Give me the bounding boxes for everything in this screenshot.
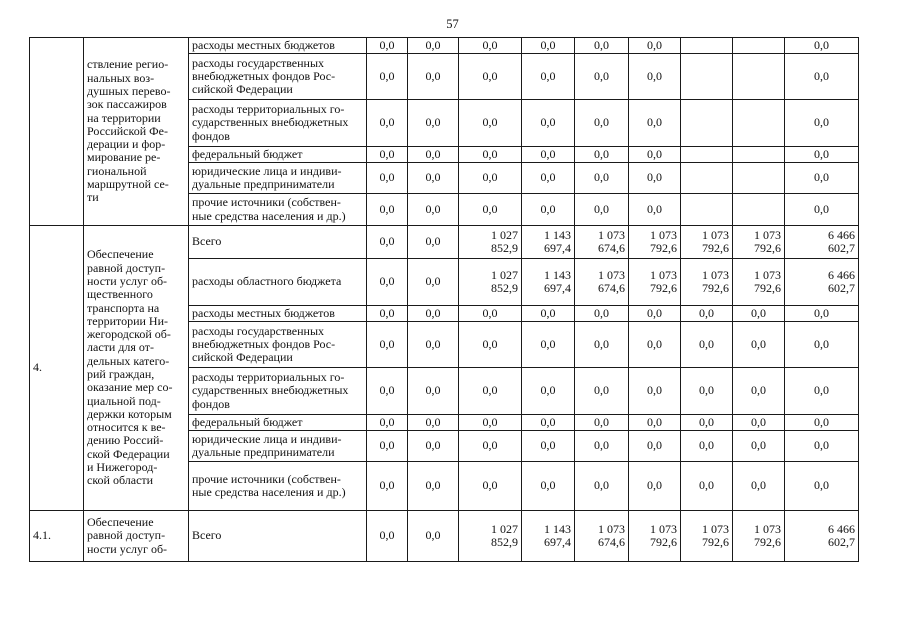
value-line: 1 073 — [754, 521, 781, 536]
funding-source-line: федеральный бюджет — [192, 414, 303, 429]
row-number-cell: 4. — [30, 226, 84, 511]
funding-source-line: фондов — [192, 396, 230, 411]
value-line: 674,6 — [598, 241, 625, 255]
value-cell: 0,0 — [367, 306, 408, 322]
value-cell: 0,0 — [575, 54, 629, 100]
value-line: 1 073 — [702, 521, 729, 536]
funding-source-line: ные средства населения и др.) — [192, 208, 346, 223]
funding-source-line: расходы территориальных го- — [192, 370, 345, 385]
activity-name-line: держки которым — [87, 406, 172, 421]
value-cell: 0,0 — [408, 226, 459, 259]
value-cell — [681, 100, 733, 147]
value-cell: 0,0 — [367, 54, 408, 100]
value-cell — [681, 163, 733, 194]
value-line: 1 073 — [754, 267, 781, 282]
funding-source-line: расходы государственных — [192, 55, 325, 70]
value-cell: 0,0 — [522, 38, 575, 54]
value-cell: 0,0 — [459, 54, 522, 100]
activity-name-line: мирование ре- — [87, 150, 161, 165]
value-cell: 0,0 — [408, 194, 459, 226]
activity-name-cell — [84, 226, 189, 511]
value-cell: 0,0 — [629, 322, 681, 368]
value-line: 1 143 — [544, 521, 571, 536]
value-cell: 0,0 — [575, 368, 629, 415]
value-cell: 0,0 — [408, 511, 459, 562]
activity-name-line: равной доступ- — [87, 528, 166, 543]
value-line: 1 073 — [598, 521, 625, 536]
value-cell: 0,0 — [785, 306, 859, 322]
value-line: 697,4 — [544, 535, 571, 549]
activity-name-line: оказание мер со- — [87, 380, 173, 395]
value-cell: 0,0 — [522, 100, 575, 147]
value-cell: 0,0 — [459, 100, 522, 147]
value-cell: 0,0 — [408, 415, 459, 431]
value-cell: 0,0 — [459, 462, 522, 511]
activity-name-line: Обеспечение — [87, 515, 154, 530]
value-cell: 0,0 — [408, 259, 459, 306]
value-line: 602,7 — [828, 535, 855, 549]
table-row — [30, 226, 859, 259]
activity-name-line: ской Федерации — [87, 446, 170, 461]
value-cell: 0,0 — [629, 54, 681, 100]
value-line: 602,7 — [828, 241, 855, 255]
funding-source-line: сударственных внебюджетных — [192, 115, 349, 130]
activity-name-line: ности услуг об- — [87, 273, 168, 288]
value-cell: 0,0 — [408, 306, 459, 322]
funding-source-cell — [189, 194, 367, 226]
value-line: 1 143 — [544, 267, 571, 282]
value-cell: 0,0 — [785, 415, 859, 431]
funding-source-line: Всего — [192, 234, 222, 249]
value-line: 792,6 — [702, 281, 729, 295]
value-line: 792,6 — [702, 241, 729, 255]
value-cell: 0,0 — [522, 147, 575, 163]
value-line: 602,7 — [828, 281, 855, 295]
activity-name-line: ти — [87, 190, 99, 205]
value-cell: 0,0 — [459, 431, 522, 462]
value-cell — [733, 194, 785, 226]
value-cell: 0,0 — [629, 306, 681, 322]
value-cell: 0,0 — [681, 368, 733, 415]
value-cell: 0,0 — [459, 368, 522, 415]
activity-name-line: дельных катего- — [87, 353, 170, 368]
funding-source-line: сударственных внебюджетных — [192, 383, 349, 398]
value-line: 792,6 — [702, 535, 729, 549]
value-cell: 0,0 — [733, 462, 785, 511]
value-cell: 0,0 — [522, 415, 575, 431]
funding-source-line: сийской Федерации — [192, 350, 293, 365]
value-cell: 0,0 — [575, 415, 629, 431]
activity-name-cell — [84, 38, 189, 226]
value-cell: 0,0 — [785, 38, 859, 54]
activity-name-line: Российской Фе- — [87, 123, 168, 138]
value-cell: 0,0 — [367, 368, 408, 415]
activity-name-line: дерации и фор- — [87, 137, 166, 152]
activity-name-line: ности услуг об- — [87, 541, 168, 556]
funding-source-cell — [189, 259, 367, 306]
value-line: 852,9 — [491, 535, 518, 549]
value-cell — [459, 226, 522, 259]
value-cell: 0,0 — [575, 431, 629, 462]
value-line: 6 466 — [828, 267, 855, 282]
value-line: 1 143 — [544, 227, 571, 242]
funding-source-line: юридические лица и индиви- — [192, 431, 342, 446]
funding-source-line: расходы местных бюджетов — [192, 37, 335, 52]
value-cell: 0,0 — [408, 163, 459, 194]
value-cell: 0,0 — [785, 147, 859, 163]
value-cell — [575, 226, 629, 259]
value-cell: 0,0 — [522, 306, 575, 322]
row-number-cell — [30, 38, 84, 226]
value-cell — [459, 259, 522, 306]
value-cell: 0,0 — [629, 431, 681, 462]
value-cell — [629, 259, 681, 306]
budget-table — [29, 37, 859, 562]
activity-name-line: транспорта на — [87, 300, 160, 315]
value-cell: 0,0 — [459, 194, 522, 226]
value-cell: 0,0 — [459, 147, 522, 163]
value-cell: 0,0 — [367, 100, 408, 147]
value-cell: 0,0 — [733, 322, 785, 368]
value-cell: 0,0 — [522, 431, 575, 462]
value-cell — [575, 511, 629, 562]
value-cell — [733, 511, 785, 562]
value-line: 1 027 — [491, 227, 518, 242]
value-cell — [785, 226, 859, 259]
value-line: 697,4 — [544, 281, 571, 295]
value-line: 697,4 — [544, 241, 571, 255]
value-cell: 0,0 — [629, 415, 681, 431]
value-line: 1 073 — [702, 227, 729, 242]
funding-source-line: фондов — [192, 128, 230, 143]
value-cell — [629, 511, 681, 562]
funding-source-line: дуальные предприниматели — [192, 177, 335, 191]
value-line: 792,6 — [650, 281, 677, 295]
value-cell: 0,0 — [629, 147, 681, 163]
funding-source-line: расходы государственных — [192, 323, 325, 338]
value-cell: 0,0 — [522, 322, 575, 368]
value-cell: 0,0 — [785, 322, 859, 368]
activity-name-cell — [84, 511, 189, 562]
funding-source-line: расходы территориальных го- — [192, 102, 345, 117]
value-cell: 0,0 — [733, 431, 785, 462]
activity-name-line: жегородской об- — [87, 327, 171, 342]
funding-source-line: ные средства населения и др.) — [192, 485, 346, 499]
value-cell: 0,0 — [629, 163, 681, 194]
value-cell: 0,0 — [367, 415, 408, 431]
value-cell — [459, 511, 522, 562]
value-cell: 0,0 — [367, 511, 408, 562]
value-cell: 0,0 — [629, 368, 681, 415]
funding-source-cell — [189, 100, 367, 147]
funding-source-line: прочие источники (собствен- — [192, 471, 341, 486]
value-cell — [681, 147, 733, 163]
activity-name-line: рий граждан, — [87, 367, 155, 381]
value-cell: 0,0 — [459, 163, 522, 194]
value-cell: 0,0 — [408, 431, 459, 462]
funding-source-line: сийской Федерации — [192, 82, 293, 97]
value-cell — [733, 100, 785, 147]
funding-source-line: Всего — [192, 528, 222, 543]
value-cell: 0,0 — [408, 462, 459, 511]
funding-source-line: дуальные предприниматели — [192, 445, 335, 459]
funding-source-cell — [189, 462, 367, 511]
activity-name-line: гиональной — [87, 163, 147, 178]
activity-name-line: нальных воз- — [87, 70, 155, 85]
value-cell: 0,0 — [408, 368, 459, 415]
value-cell: 0,0 — [629, 194, 681, 226]
value-cell: 0,0 — [629, 38, 681, 54]
value-cell: 0,0 — [733, 306, 785, 322]
activity-name-line: и Нижегород- — [87, 460, 158, 475]
activity-name-line: щественного — [87, 287, 153, 302]
value-cell: 0,0 — [367, 38, 408, 54]
value-cell: 0,0 — [367, 322, 408, 368]
value-cell: 0,0 — [367, 462, 408, 511]
value-cell: 0,0 — [785, 194, 859, 226]
value-cell: 0,0 — [629, 100, 681, 147]
value-line: 1 073 — [702, 267, 729, 282]
value-cell: 0,0 — [367, 259, 408, 306]
value-cell — [785, 511, 859, 562]
funding-source-cell — [189, 368, 367, 415]
value-cell: 0,0 — [408, 54, 459, 100]
value-cell — [733, 226, 785, 259]
value-cell: 0,0 — [575, 306, 629, 322]
funding-source-line: расходы областного бюджета — [192, 274, 342, 289]
value-cell: 0,0 — [733, 415, 785, 431]
value-line: 852,9 — [491, 281, 518, 295]
value-cell: 0,0 — [367, 194, 408, 226]
value-cell — [733, 163, 785, 194]
activity-name-line: маршрутной се- — [87, 177, 169, 192]
activity-name-line: территории Ни- — [87, 313, 169, 328]
value-cell — [575, 259, 629, 306]
funding-source-cell — [189, 306, 367, 322]
activity-name-line: зок пассажиров — [87, 97, 167, 112]
value-cell: 0,0 — [575, 322, 629, 368]
value-cell: 0,0 — [408, 100, 459, 147]
value-cell — [681, 259, 733, 306]
value-cell: 0,0 — [367, 147, 408, 163]
value-cell: 0,0 — [785, 54, 859, 100]
value-cell: 0,0 — [575, 147, 629, 163]
value-cell: 0,0 — [681, 322, 733, 368]
value-cell: 0,0 — [408, 38, 459, 54]
value-line: 792,6 — [650, 535, 677, 549]
activity-name-line: относится к ве- — [87, 420, 166, 435]
value-line: 852,9 — [491, 241, 518, 255]
value-cell: 0,0 — [408, 147, 459, 163]
value-line: 792,6 — [754, 535, 781, 549]
funding-source-cell — [189, 163, 367, 194]
value-cell: 0,0 — [733, 368, 785, 415]
value-cell: 0,0 — [522, 368, 575, 415]
value-cell: 0,0 — [459, 306, 522, 322]
value-cell — [522, 226, 575, 259]
value-cell: 0,0 — [785, 163, 859, 194]
activity-name-line: душных перево- — [87, 83, 171, 98]
funding-source-line: внебюджетных фондов Рос- — [192, 68, 336, 83]
value-cell: 0,0 — [522, 194, 575, 226]
value-cell: 0,0 — [575, 163, 629, 194]
funding-source-cell — [189, 415, 367, 431]
value-cell — [733, 147, 785, 163]
value-cell: 0,0 — [459, 415, 522, 431]
value-line: 1 073 — [650, 521, 677, 536]
value-cell — [681, 194, 733, 226]
value-cell: 0,0 — [681, 431, 733, 462]
funding-source-cell — [189, 322, 367, 368]
value-line: 1 027 — [491, 267, 518, 282]
value-cell: 0,0 — [522, 54, 575, 100]
value-line: 674,6 — [598, 535, 625, 549]
value-line: 792,6 — [650, 241, 677, 255]
value-cell — [681, 226, 733, 259]
value-line: 1 073 — [598, 227, 625, 242]
value-cell — [522, 511, 575, 562]
value-cell: 0,0 — [785, 431, 859, 462]
value-line: 6 466 — [828, 227, 855, 242]
value-cell — [733, 54, 785, 100]
value-cell: 0,0 — [785, 368, 859, 415]
value-cell: 0,0 — [575, 38, 629, 54]
funding-source-cell — [189, 54, 367, 100]
value-line: 792,6 — [754, 241, 781, 255]
value-line: 674,6 — [598, 281, 625, 295]
value-cell: 0,0 — [785, 462, 859, 511]
value-cell — [681, 38, 733, 54]
value-cell: 0,0 — [629, 462, 681, 511]
value-cell: 0,0 — [367, 163, 408, 194]
funding-source-cell — [189, 226, 367, 259]
activity-name-line: равной доступ- — [87, 260, 166, 275]
value-cell: 0,0 — [522, 163, 575, 194]
value-line: 1 073 — [650, 227, 677, 242]
value-cell — [629, 226, 681, 259]
page-number: 57 — [446, 17, 459, 31]
value-cell: 0,0 — [408, 322, 459, 368]
activity-name-line: циальной под- — [87, 393, 161, 408]
value-cell: 0,0 — [681, 415, 733, 431]
value-cell — [522, 259, 575, 306]
value-line: 1 073 — [650, 267, 677, 282]
activity-name-line: дению Россий- — [87, 433, 164, 448]
value-cell — [733, 259, 785, 306]
value-line: 1 073 — [598, 267, 625, 282]
activity-name-line: ствление регио- — [87, 57, 169, 72]
value-cell: 0,0 — [681, 462, 733, 511]
value-cell: 0,0 — [575, 194, 629, 226]
value-cell: 0,0 — [575, 462, 629, 511]
funding-source-line: прочие источники (собствен- — [192, 195, 341, 210]
value-cell: 0,0 — [575, 100, 629, 147]
activity-name-line: ласти для от- — [87, 340, 155, 355]
value-cell: 0,0 — [459, 38, 522, 54]
value-cell — [681, 54, 733, 100]
value-cell — [733, 38, 785, 54]
funding-source-cell — [189, 511, 367, 562]
value-line: 6 466 — [828, 521, 855, 536]
value-cell: 0,0 — [785, 100, 859, 147]
value-line: 792,6 — [754, 281, 781, 295]
activity-name-line: на территории — [87, 110, 161, 125]
row-number-cell: 4.1. — [30, 511, 84, 562]
activity-name-line: Обеспечение — [87, 247, 154, 262]
value-cell: 0,0 — [367, 431, 408, 462]
value-cell: 0,0 — [522, 462, 575, 511]
funding-source-line: федеральный бюджет — [192, 146, 303, 161]
table-row — [30, 511, 859, 562]
funding-source-cell — [189, 431, 367, 462]
value-line: 1 073 — [754, 227, 781, 242]
funding-source-cell — [189, 147, 367, 163]
value-cell: 0,0 — [459, 322, 522, 368]
value-cell — [785, 259, 859, 306]
value-cell: 0,0 — [681, 306, 733, 322]
value-line: 1 027 — [491, 521, 518, 536]
funding-source-cell — [189, 38, 367, 54]
activity-name-line: ской области — [87, 473, 154, 488]
funding-source-line: внебюджетных фондов Рос- — [192, 336, 336, 351]
value-cell — [681, 511, 733, 562]
table-row — [30, 38, 859, 54]
funding-source-line: расходы местных бюджетов — [192, 305, 335, 320]
value-cell: 0,0 — [367, 226, 408, 259]
funding-source-line: юридические лица и индиви- — [192, 163, 342, 178]
